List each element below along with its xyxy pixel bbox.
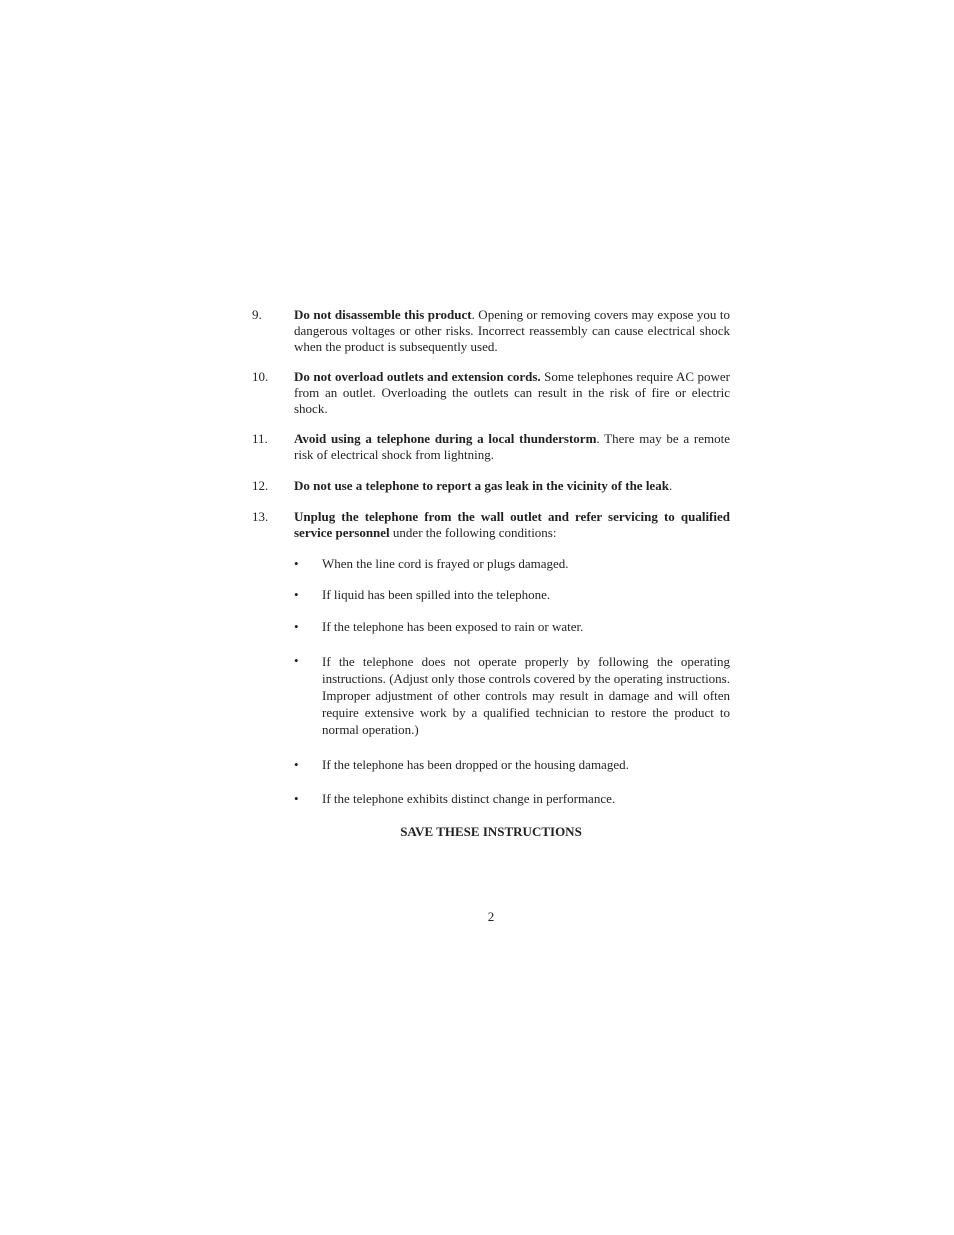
bullet-text: If the telephone has been dropped or the housing damaged.	[322, 757, 629, 772]
bullet-text: If the telephone exhibits distinct change in performance.	[322, 791, 616, 806]
page-number: 2	[487, 909, 495, 924]
bullet-text: When the line cord is frayed or plugs damaged.	[322, 556, 569, 571]
bullet-marker: •	[294, 791, 299, 806]
item-number: 10.	[252, 369, 269, 384]
item-body: . Opening or removing covers may expose you to dangerous voltages or other risks. Incorrect reassembly can cause electrical shock when the product is subsequently used.	[294, 307, 730, 354]
item-number: 9.	[252, 307, 262, 322]
bullet-text: If the telephone has been exposed to rain or water.	[322, 619, 584, 634]
item-number: 12.	[252, 478, 269, 493]
item-text	[294, 307, 730, 355]
item-text	[294, 431, 730, 463]
bullet-marker: •	[294, 556, 299, 571]
item-text	[294, 478, 730, 494]
bullet-marker: •	[294, 757, 299, 772]
item-text	[294, 369, 730, 417]
item-heading: Do not use a telephone to report a gas leak in the vicinity of the leak	[294, 478, 669, 493]
item-text	[294, 509, 730, 541]
bullet-marker: •	[294, 619, 299, 634]
item-body: . There may be a remote risk of electrical shock from lightning.	[294, 431, 730, 462]
bullet-marker: •	[294, 653, 299, 668]
bullet-text: If liquid has been spilled into the telephone.	[322, 587, 551, 602]
item-body: .	[668, 478, 673, 493]
item-number: 11.	[252, 431, 268, 446]
item-heading: Do not overload outlets and extension cords.	[294, 369, 541, 384]
item-body: under the following conditions:	[389, 525, 557, 540]
item-heading: Avoid using a telephone during a local thunderstorm	[294, 431, 597, 446]
item-heading: Do not disassemble this product	[294, 307, 472, 322]
item-body: Some telephones require AC power from an outlet. Overloading the outlets can result in the risk of fire or electric shock.	[294, 369, 730, 416]
bullet-text: If the telephone does not operate properly by following the operating instructions. (Adjust only those controls covered by the operating instructions. Improper adjustment of other controls may result in damage and will often require extensive work by a qualified technician to restore the product to normal operation.)	[322, 654, 730, 737]
bullet-marker: •	[294, 587, 299, 602]
save-instructions-heading: SAVE THESE INSTRUCTIONS	[400, 824, 582, 839]
item-number: 13.	[252, 509, 269, 524]
item-heading: Unplug the telephone from the wall outlet and refer servicing to qualified service personnel	[294, 509, 730, 540]
